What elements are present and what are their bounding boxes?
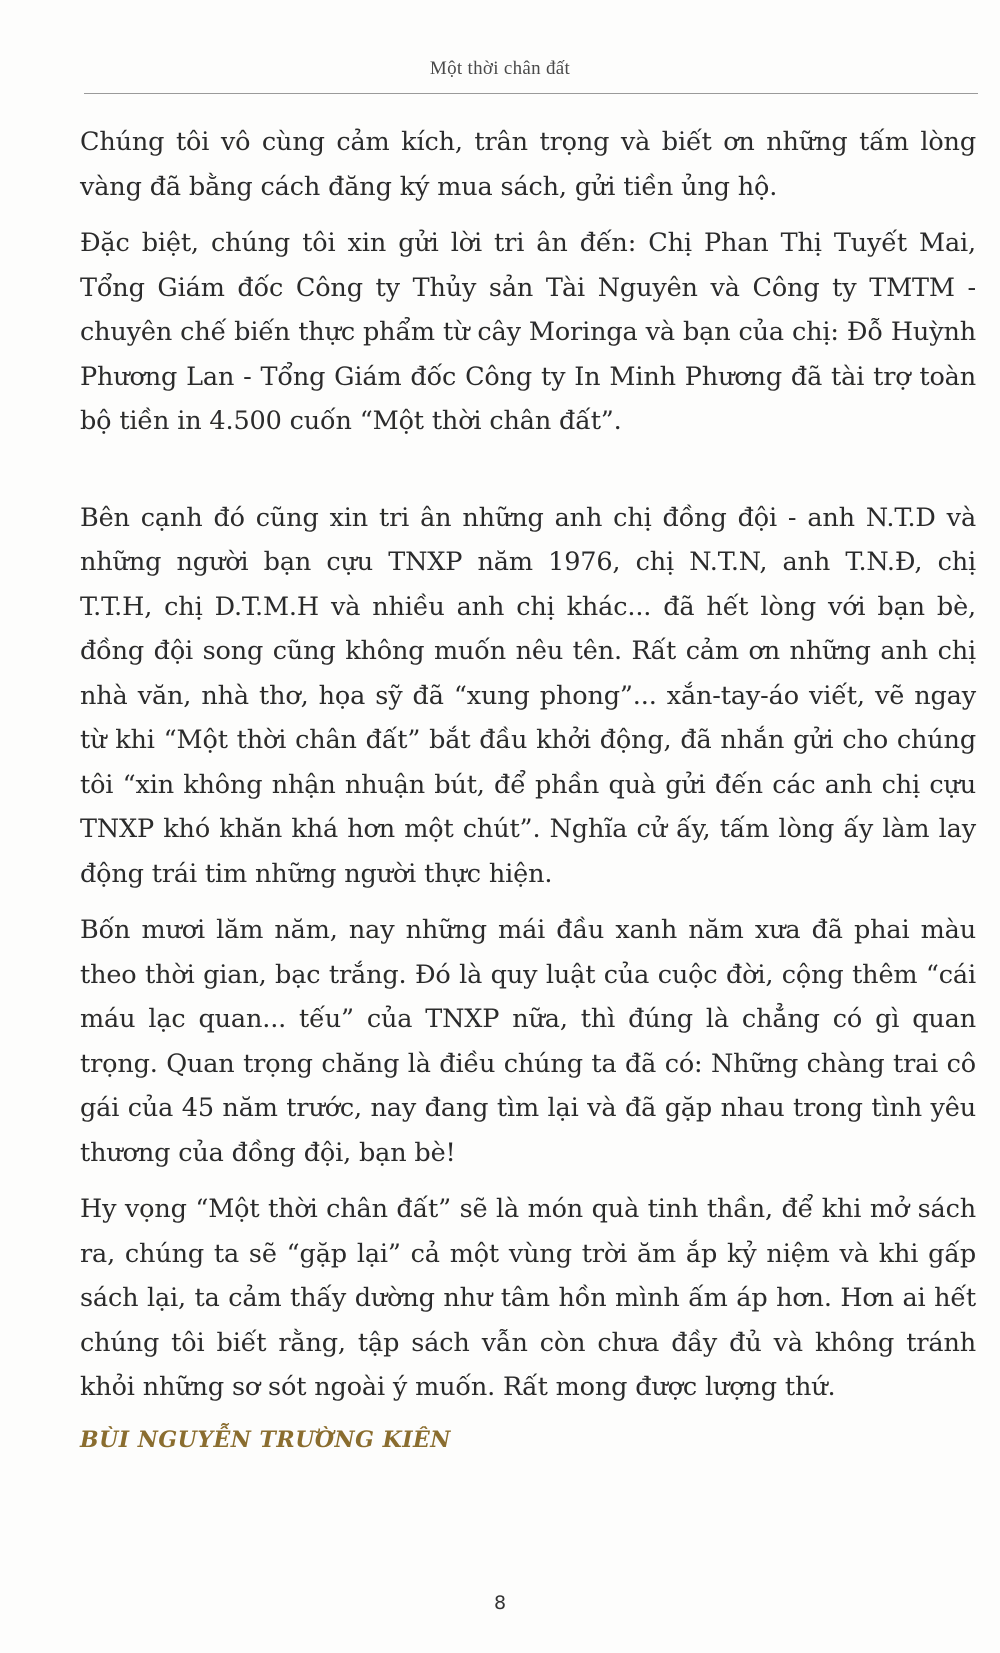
paragraph-hope: Hy vọng “Một thời chân đất” sẽ là món quà tinh thần, để khi mở sách ra, chúng ta sẽ “gặp lại” cả một vùng trời ăm ắp kỷ niệm và khi gấp sách lại, ta cảm thấy dường như tâm hồn mình ấm áp hơn. Hơn ai hết chúng tôi biết rằng, tập sách vẫn còn chưa đầy đủ và không tránh khỏi những sơ sót ngoài ý muốn. Rất mong được lượng thứ. (80, 1194, 976, 1402)
page-body (80, 120, 976, 1458)
paragraph-gratitude: Chúng tôi vô cùng cảm kích, trân trọng và biết ơn những tấm lòng vàng đã bằng cách đăng ký mua sách, gửi tiền ủng hộ. (80, 127, 976, 202)
paragraph-forty-five-years: Bốn mươi lăm năm, nay những mái đầu xanh năm xưa đã phai màu theo thời gian, bạc trắng. Đó là quy luật của cuộc đời, cộng thêm “cái máu lạc quan... tếu” của TNXP nữa, thì đúng là chẳng có gì quan trọng. Quan trọng chăng là điều chúng ta đã có: Những chàng trai cô gái của 45 năm trước, nay đang tìm lại và đã gặp nhau trong tình yêu thương của đồng đội, bạn bè! (80, 915, 976, 1168)
paragraph-comrades: Bên cạnh đó cũng xin tri ân những anh chị đồng đội - anh N.T.D và những người bạn cựu TNXP năm 1976, chị N.T.N, anh T.N.Đ, chị T.T.H, chị D.T.M.H và nhiều anh chị khác... đã hết lòng với bạn bè, đồng đội song cũng không muốn nêu tên. Rất cảm ơn những anh chị nhà văn, nhà thơ, họa sỹ đã “xung phong”... xắn-tay-áo viết, vẽ ngay từ khi “Một thời chân đất” bắt đầu khởi động, đã nhắn gửi cho chúng tôi “xin không nhận nhuận bút, để phần quà gửi đến các anh chị cựu TNXP khó khăn khá hơn một chút”. Nghĩa cử ấy, tấm lòng ấy làm lay động trái tim những người thực hiện. (80, 502, 976, 889)
author-signature: BÙI NGUYỄN TRƯỜNG KIÊN (80, 1426, 451, 1453)
page-number: 8 (493, 1592, 507, 1614)
running-header: Một thời chân đất (429, 58, 571, 79)
paragraph-special-thanks: Đặc biệt, chúng tôi xin gửi lời tri ân đến: Chị Phan Thị Tuyết Mai, Tổng Giám đốc Công ty Thủy sản Tài Nguyên và Công ty TMTM - chuyên chế biến thực phẩm từ cây Moringa và bạn của chị: Đỗ Huỳnh Phương Lan - Tổng Giám đốc Công ty In Minh Phương đã tài trợ toàn bộ tiền in 4.500 cuốn “Một thời chân đất”. (80, 228, 976, 436)
header-divider (84, 93, 978, 94)
